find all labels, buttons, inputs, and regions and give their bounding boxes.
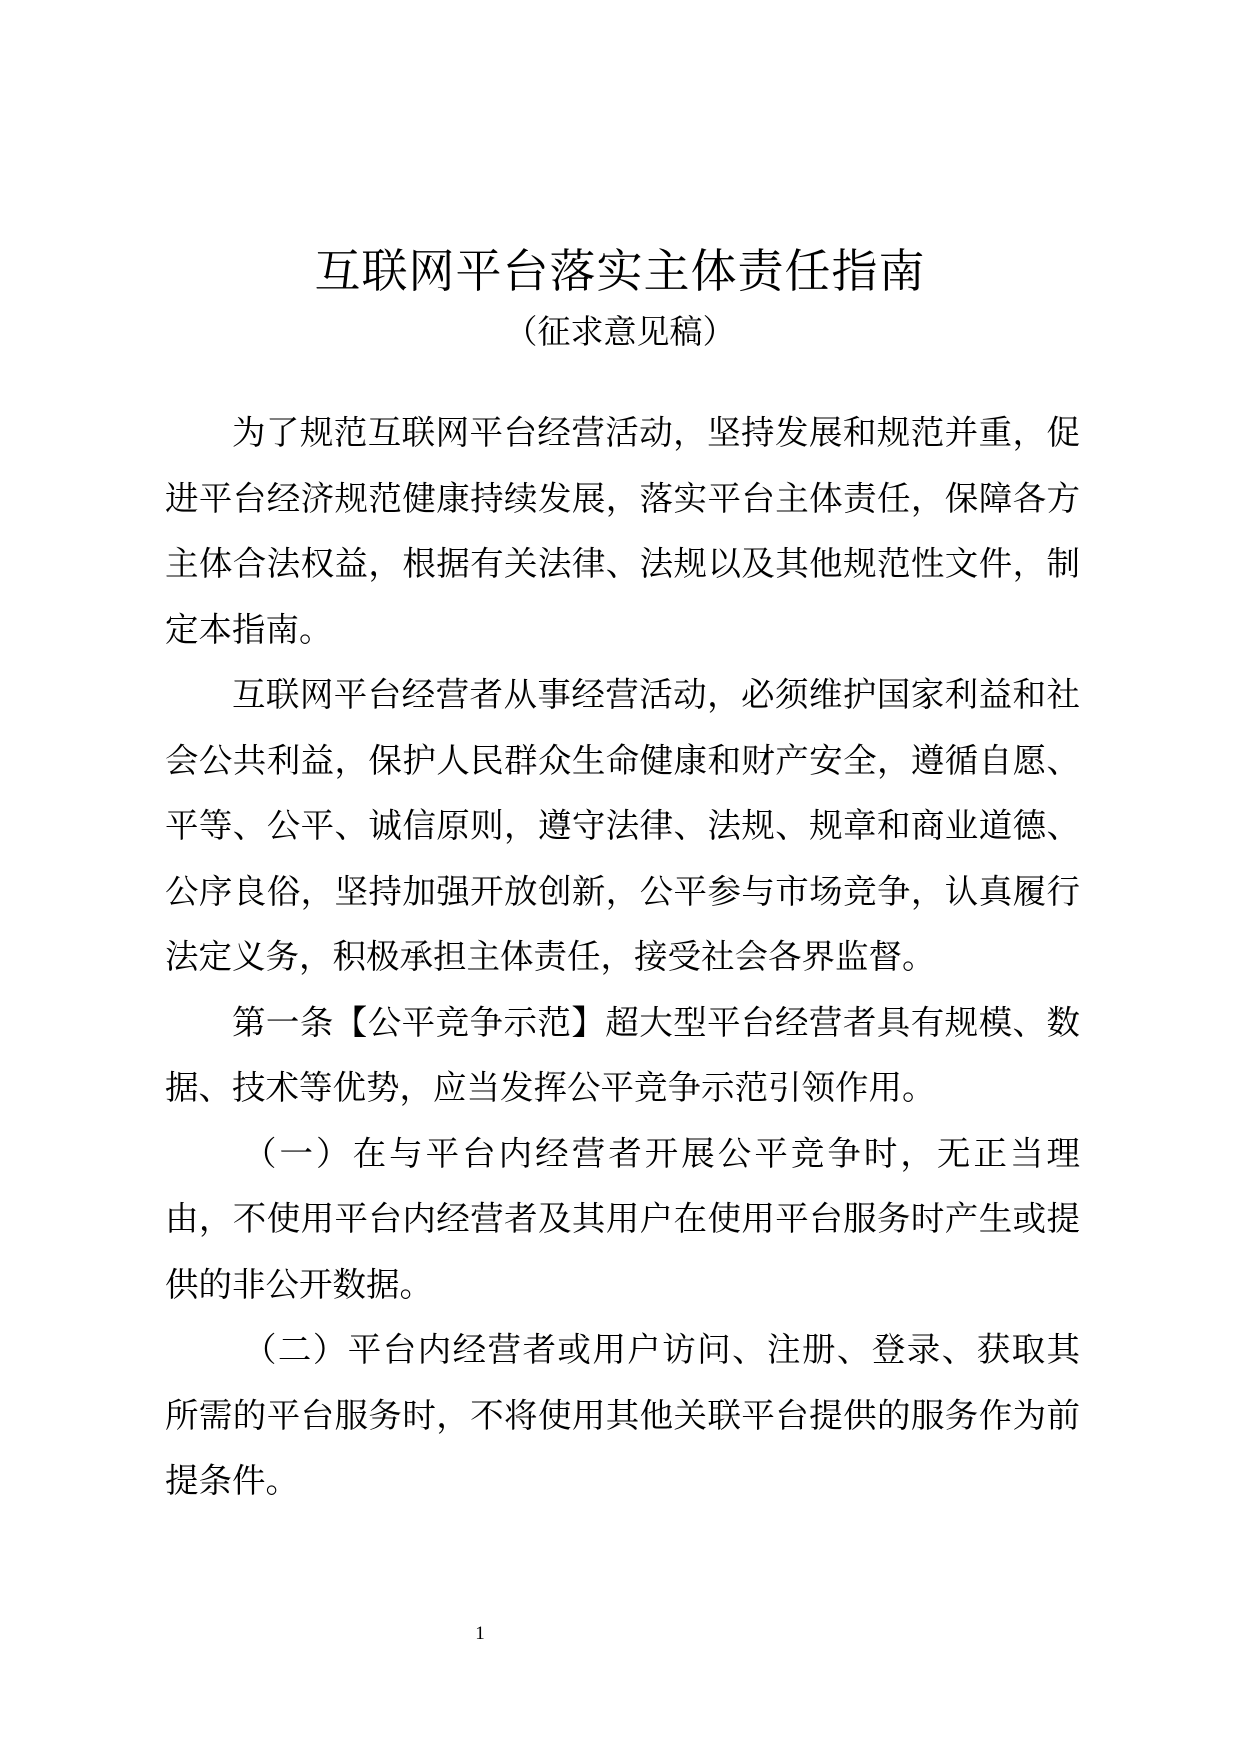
paragraph-article-1-item-1: （一）在与平台内经营者开展公平竞争时，无正当理由，不使用平台内经营者及其用户在使用平台服务时产生或提供的非公开数据。 bbox=[165, 1133, 1080, 1304]
paragraph-article-1-item-2: （二）平台内经营者或用户访问、注册、登录、获取其所需的平台服务时，不将使用其他关联平台提供的服务作为前提条件。 bbox=[165, 1330, 1080, 1500]
paragraph-article-1: 第一条【公平竞争示范】超大型平台经营者具有规模、数据、技术等优势，应当发挥公平竞争示范引领作用。 bbox=[165, 1002, 1080, 1107]
document-subtitle: （征求意见稿） bbox=[504, 312, 736, 351]
paragraph-preamble: 为了规范互联网平台经营活动，坚持发展和规范并重，促进平台经济规范健康持续发展，落实平台主体责任，保障各方主体合法权益，根据有关法律、法规以及其他规范性文件，制定本指南。 bbox=[165, 413, 1080, 649]
document-title: 互联网平台落实主体责任指南 bbox=[314, 244, 926, 298]
page-number: 1 bbox=[475, 1623, 485, 1644]
paragraph-principles: 互联网平台经营者从事经营活动，必须维护国家利益和社会公共利益，保护人民群众生命健康和财产安全，遵循自愿、平等、公平、诚信原则，遵守法律、法规、规章和商业道德、公序良俗，坚持加强开放创新，公平参与市场竞争，认真履行法定义务，积极承担主体责任，接受社会各界监督。 bbox=[165, 675, 1080, 976]
document-body bbox=[165, 400, 1080, 1514]
